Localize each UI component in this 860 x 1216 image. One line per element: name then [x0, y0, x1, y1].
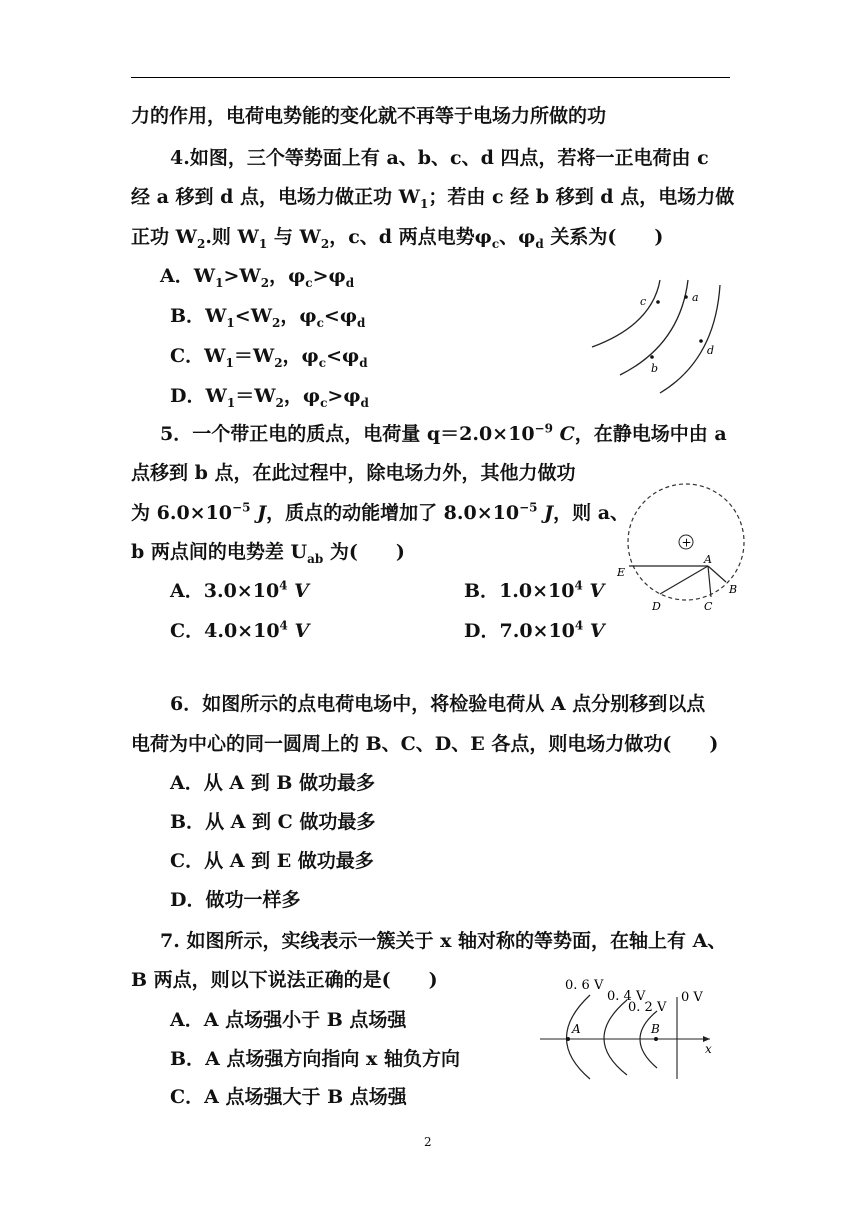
- q4-option-c[interactable]: C．$W_1=W_2$，$\varphi_c<\varphi_d$: [170, 345, 368, 370]
- q5-option-d[interactable]: D．$7.0\times 10^4$ V: [464, 618, 605, 642]
- label-0-4v: 0. 4 V: [607, 989, 646, 1004]
- label-b: b: [651, 362, 659, 375]
- q6-option-c[interactable]: C．从 A 到 E 做功最多: [170, 850, 374, 872]
- q7-stem-line1: 7. 如图所示，实线表示一簇关于 x 轴对称的等势面，在轴上有 A、: [160, 930, 727, 952]
- point-a: [684, 295, 688, 299]
- label-E: E: [617, 566, 626, 579]
- label-a: a: [692, 291, 699, 304]
- point-B: [654, 1037, 658, 1041]
- q5-option-c[interactable]: C．$4.0\times 10^4$ V: [170, 618, 310, 642]
- q5-stem-line1: 5．一个带正电的质点，电荷量 $q=2.0\times 10^{-9}$ C，在静电场中由 a: [160, 421, 727, 445]
- point-b: [650, 355, 654, 359]
- q4-stem-line3: 正功 $W_2$.则 $W_1$ 与 $W_2$，c、d 两点电势$\varphi_c$、$\varphi_d$ 关系为( ): [131, 226, 664, 251]
- q6-option-b[interactable]: B．从 A 到 C 做功最多: [170, 811, 376, 833]
- q4-equipotential-figure: [580, 275, 730, 400]
- label-D: D: [652, 600, 661, 613]
- charge-plus: +: [681, 535, 692, 550]
- q5-stem-line2: 点移到 b 点，在此过程中，除电场力外，其他力做功: [131, 462, 576, 484]
- q5-stem-line4: b 两点间的电势差 $U_{ab}$ 为( ): [131, 541, 405, 566]
- q7-equipotential-figure: [535, 975, 725, 1085]
- label-C: C: [704, 600, 713, 613]
- label-0-2v: 0. 2 V: [628, 1000, 667, 1015]
- q5-option-a[interactable]: A．$3.0\times 10^4$ V: [170, 578, 309, 602]
- label-A: A: [572, 1022, 581, 1036]
- point-c: [656, 300, 660, 304]
- q4-option-d[interactable]: D．$W_1=W_2$，$\varphi_c>\varphi_d$: [170, 385, 369, 410]
- q6-stem-line1: 6．如图所示的点电荷电场中，将检验电荷从 A 点分别移到以点: [170, 693, 706, 715]
- q6-option-a[interactable]: A．从 A 到 B 做功最多: [170, 772, 376, 794]
- line-A-D: [660, 566, 708, 594]
- header-rule: [131, 77, 730, 78]
- q4-option-a[interactable]: A．$W_1>W_2$，$\varphi_c>\varphi_d$: [160, 265, 355, 290]
- label-B: B: [651, 1022, 660, 1036]
- equipotential-0-4: [604, 1000, 627, 1075]
- point-A: [566, 1037, 570, 1041]
- page-number: 2: [424, 1135, 432, 1149]
- q4-stem-line1: 4.如图，三个等势面上有 a、b、c、d 四点，若将一正电荷由 c: [170, 147, 709, 169]
- line-A-B: [708, 566, 726, 582]
- label-d: d: [707, 344, 715, 357]
- q4-option-b[interactable]: B．$W_1<W_2$，$\varphi_c<\varphi_d$: [170, 305, 366, 330]
- point-d: [699, 339, 703, 343]
- label-0v: 0 V: [681, 990, 703, 1005]
- q7-option-b[interactable]: B．A 点场强方向指向 x 轴负方向: [170, 1048, 460, 1070]
- q7-option-a[interactable]: A．A 点场强小于 B 点场强: [170, 1009, 407, 1031]
- label-c: c: [640, 295, 647, 308]
- label-A: A: [704, 553, 712, 566]
- q5-stem-line3: 为 $6.0\times 10^{-5}$ J，质点的动能增加了 $8.0\times 10^{-5}$ J，则 a、: [131, 500, 630, 524]
- equipotential-line-1: [592, 280, 660, 347]
- label-B: B: [729, 583, 738, 596]
- q7-option-c[interactable]: C．A 点场强大于 B 点场强: [170, 1086, 407, 1108]
- q6-option-d[interactable]: D．做功一样多: [170, 889, 301, 911]
- q6-point-charge-figure: [614, 470, 754, 620]
- q6-stem-line2: 电荷为中心的同一圆周上的 B、C、D、E 各点，则电场力做功( ): [131, 733, 719, 755]
- equipotential-0-6: [567, 995, 591, 1079]
- q5-option-b[interactable]: B．$1.0\times 10^4$ V: [464, 578, 605, 602]
- label-0-6v: 0. 6 V: [565, 978, 604, 993]
- q4-stem-line2: 经 a 移到 d 点，电场力做正功 $W_1$；若由 c 经 b 移到 d 点，电场力做: [131, 186, 735, 211]
- text-line-continuation: 力的作用，电荷电势能的变化就不再等于电场力所做的功: [131, 105, 607, 127]
- line-A-C: [708, 566, 711, 597]
- label-x: x: [705, 1042, 712, 1056]
- q7-stem-line2: B 两点，则以下说法正确的是( ): [131, 969, 438, 991]
- equipotential-line-3: [660, 285, 720, 393]
